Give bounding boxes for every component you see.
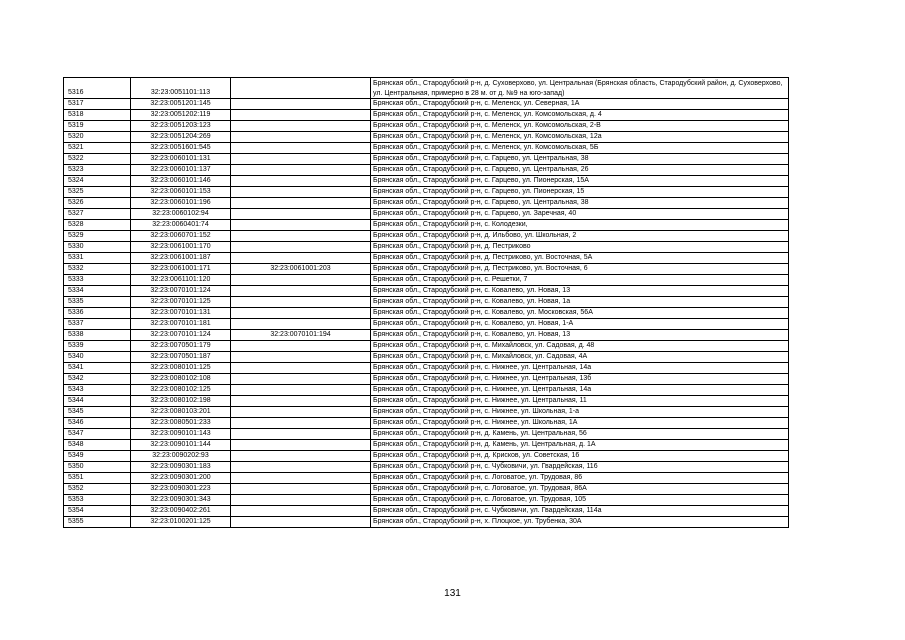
table-row bbox=[64, 198, 789, 209]
cadastral-number-cell: 32:23:0051202:119 bbox=[131, 110, 231, 121]
cadastral-number-cell: 32:23:0080501:233 bbox=[131, 418, 231, 429]
address-cell: Брянская обл., Стародубский р-н, с. Ковалево, ул. Новая, 13 bbox=[371, 286, 789, 297]
cadastral-number-cell: 32:23:0080102:198 bbox=[131, 396, 231, 407]
table-row bbox=[64, 242, 789, 253]
row-number-cell: 5337 bbox=[64, 319, 131, 330]
row-number-cell: 5325 bbox=[64, 187, 131, 198]
cadastral-number-cell: 32:23:0070101:125 bbox=[131, 297, 231, 308]
address-cell: Брянская обл., Стародубский р-н, с. Ковалево, ул. Новая, 1-А bbox=[371, 319, 789, 330]
cadastral-number-cell: 32:23:0090301:183 bbox=[131, 462, 231, 473]
cadastral-number-cell: 32:23:0080102:108 bbox=[131, 374, 231, 385]
table-row bbox=[64, 407, 789, 418]
address-cell: Брянская обл., Стародубский р-н, с. Меленск, ул. Комсомольская, 5Б bbox=[371, 143, 789, 154]
previous-number-cell bbox=[231, 517, 371, 528]
cadastral-number-cell: 32:23:0080102:125 bbox=[131, 385, 231, 396]
previous-number-cell bbox=[231, 242, 371, 253]
cadastral-number-cell: 32:23:0060102:94 bbox=[131, 209, 231, 220]
table-row bbox=[64, 110, 789, 121]
row-number-cell: 5352 bbox=[64, 484, 131, 495]
address-cell: Брянская обл., Стародубский р-н, с. Гарцево, ул. Пионерская, 15 bbox=[371, 187, 789, 198]
row-number-cell: 5338 bbox=[64, 330, 131, 341]
previous-number-cell bbox=[231, 429, 371, 440]
row-number-cell: 5330 bbox=[64, 242, 131, 253]
address-cell: Брянская обл., Стародубский р-н, с. Меленск, ул. Комсомольская, д. 4 bbox=[371, 110, 789, 121]
previous-number-cell bbox=[231, 462, 371, 473]
cadastral-number-cell: 32:23:0061001:187 bbox=[131, 253, 231, 264]
table-row bbox=[64, 429, 789, 440]
cadastral-number-cell: 32:23:0060101:131 bbox=[131, 154, 231, 165]
cadastral-number-cell: 32:23:0060101:196 bbox=[131, 198, 231, 209]
row-number-cell: 5328 bbox=[64, 220, 131, 231]
previous-number-cell bbox=[231, 341, 371, 352]
row-number-cell: 5344 bbox=[64, 396, 131, 407]
row-number-cell: 5321 bbox=[64, 143, 131, 154]
cadastral-number-cell: 32:23:0090101:143 bbox=[131, 429, 231, 440]
cadastral-number-cell: 32:23:0051601:545 bbox=[131, 143, 231, 154]
table-row bbox=[64, 363, 789, 374]
previous-number-cell bbox=[231, 253, 371, 264]
previous-number-cell bbox=[231, 396, 371, 407]
row-number-cell: 5343 bbox=[64, 385, 131, 396]
address-cell: Брянская обл., Стародубский р-н, с. Гарцево, ул. Пионерская, 15А bbox=[371, 176, 789, 187]
row-number-cell: 5355 bbox=[64, 517, 131, 528]
table-row bbox=[64, 495, 789, 506]
cadastral-number-cell: 32:23:0061001:171 bbox=[131, 264, 231, 275]
address-cell: Брянская обл., Стародубский р-н, с. Нижнее, ул. Школьная, 1А bbox=[371, 418, 789, 429]
previous-number-cell bbox=[231, 143, 371, 154]
cadastral-number-cell: 32:23:0060701:152 bbox=[131, 231, 231, 242]
table-row bbox=[64, 473, 789, 484]
address-cell: Брянская обл., Стародубский р-н, с. Гарцево, ул. Центральная, 26 bbox=[371, 165, 789, 176]
address-cell: Брянская обл., Стародубский р-н, с. Ковалево, ул. Московская, 56А bbox=[371, 308, 789, 319]
address-cell: Брянская обл., Стародубский р-н, с. Гарцево, ул. Заречная, 40 bbox=[371, 209, 789, 220]
previous-number-cell bbox=[231, 121, 371, 132]
table-row bbox=[64, 396, 789, 407]
address-cell: Брянская обл., Стародубский р-н, д. Крисков, ул. Советская, 16 bbox=[371, 451, 789, 462]
address-cell: Брянская обл., Стародубский р-н, с. Михайловск, ул. Садовая, 4А bbox=[371, 352, 789, 363]
cadastral-number-cell: 32:23:0070101:181 bbox=[131, 319, 231, 330]
table-row bbox=[64, 132, 789, 143]
cadastral-number-cell: 32:23:0080103:201 bbox=[131, 407, 231, 418]
previous-number-cell bbox=[231, 231, 371, 242]
cadastral-number-cell: 32:23:0060401:74 bbox=[131, 220, 231, 231]
table-row bbox=[64, 220, 789, 231]
table-row bbox=[64, 451, 789, 462]
previous-number-cell bbox=[231, 187, 371, 198]
previous-number-cell bbox=[231, 385, 371, 396]
address-cell: Брянская обл., Стародубский р-н, с. Чубковичи, ул. Гвардейская, 114а bbox=[371, 506, 789, 517]
table-row bbox=[64, 418, 789, 429]
address-cell: Брянская обл., Стародубский р-н, с. Логоватое, ул. Трудовая, 86 bbox=[371, 473, 789, 484]
address-cell: Брянская обл., Стародубский р-н, д. Суховерхово, ул. Центральная (Брянская область, Стародубский район, д. Суховерхово, ул. Центральная, примерно в 28 м. от д. №9 на юго-запад) bbox=[371, 78, 789, 99]
row-number-cell: 5340 bbox=[64, 352, 131, 363]
address-cell: Брянская обл., Стародубский р-н, д. Пестриково, ул. Восточная, 6 bbox=[371, 264, 789, 275]
cadastral-number-cell: 32:23:0070501:187 bbox=[131, 352, 231, 363]
cadastral-number-cell: 32:23:0070101:124 bbox=[131, 330, 231, 341]
address-cell: Брянская обл., Стародубский р-н, с. Нижнее, ул. Центральная, 13б bbox=[371, 374, 789, 385]
table-row bbox=[64, 231, 789, 242]
cadastral-number-cell: 32:23:0070101:124 bbox=[131, 286, 231, 297]
cadastral-number-cell: 32:23:0070101:131 bbox=[131, 308, 231, 319]
cadastral-number-cell: 32:23:0090301:343 bbox=[131, 495, 231, 506]
previous-number-cell bbox=[231, 198, 371, 209]
address-cell: Брянская обл., Стародубский р-н, д. Пестриково bbox=[371, 242, 789, 253]
address-cell: Брянская обл., Стародубский р-н, с. Меленск, ул. Комсомольская, 12а bbox=[371, 132, 789, 143]
row-number-cell: 5349 bbox=[64, 451, 131, 462]
row-number-cell: 5348 bbox=[64, 440, 131, 451]
previous-number-cell bbox=[231, 473, 371, 484]
row-number-cell: 5332 bbox=[64, 264, 131, 275]
row-number-cell: 5350 bbox=[64, 462, 131, 473]
address-cell: Брянская обл., Стародубский р-н, д. Ильбово, ул. Школьная, 2 bbox=[371, 231, 789, 242]
previous-number-cell bbox=[231, 209, 371, 220]
row-number-cell: 5345 bbox=[64, 407, 131, 418]
address-cell: Брянская обл., Стародубский р-н, с. Нижнее, ул. Центральная, 14а bbox=[371, 363, 789, 374]
previous-number-cell bbox=[231, 297, 371, 308]
row-number-cell: 5339 bbox=[64, 341, 131, 352]
previous-number-cell bbox=[231, 440, 371, 451]
address-cell: Брянская обл., Стародубский р-н, с. Логоватое, ул. Трудовая, 86А bbox=[371, 484, 789, 495]
row-number-cell: 5333 bbox=[64, 275, 131, 286]
previous-number-cell bbox=[231, 154, 371, 165]
cadastral-number-cell: 32:23:0070501:179 bbox=[131, 341, 231, 352]
address-cell: Брянская обл., Стародубский р-н, с. Нижнее, ул. Школьная, 1-а bbox=[371, 407, 789, 418]
address-cell: Брянская обл., Стародубский р-н, с. Нижнее, ул. Центральная, 14а bbox=[371, 385, 789, 396]
previous-number-cell bbox=[231, 451, 371, 462]
previous-number-cell bbox=[231, 418, 371, 429]
row-number-cell: 5327 bbox=[64, 209, 131, 220]
row-number-cell: 5354 bbox=[64, 506, 131, 517]
table-body bbox=[64, 78, 789, 528]
table-row bbox=[64, 297, 789, 308]
cadastral-number-cell: 32:23:0051203:123 bbox=[131, 121, 231, 132]
row-number-cell: 5334 bbox=[64, 286, 131, 297]
table-row bbox=[64, 209, 789, 220]
address-cell: Брянская обл., Стародубский р-н, с. Нижнее, ул. Центральная, 11 bbox=[371, 396, 789, 407]
address-cell: Брянская обл., Стародубский р-н, с. Михайловск, ул. Садовая, д. 48 bbox=[371, 341, 789, 352]
row-number-cell: 5342 bbox=[64, 374, 131, 385]
cadastral-number-cell: 32:23:0051204:269 bbox=[131, 132, 231, 143]
table-row bbox=[64, 462, 789, 473]
table-row bbox=[64, 517, 789, 528]
previous-number-cell bbox=[231, 165, 371, 176]
address-cell: Брянская обл., Стародубский р-н, с. Колодезки, bbox=[371, 220, 789, 231]
table-row bbox=[64, 275, 789, 286]
previous-number-cell bbox=[231, 495, 371, 506]
table-row bbox=[64, 187, 789, 198]
row-number-cell: 5319 bbox=[64, 121, 131, 132]
cadastral-number-cell: 32:23:0090101:144 bbox=[131, 440, 231, 451]
cadastral-number-cell: 32:23:0060101:137 bbox=[131, 165, 231, 176]
row-number-cell: 5318 bbox=[64, 110, 131, 121]
previous-number-cell bbox=[231, 484, 371, 495]
address-cell: Брянская обл., Стародубский р-н, с. Меленск, ул. Комсомольская, 2-В bbox=[371, 121, 789, 132]
previous-number-cell bbox=[231, 176, 371, 187]
address-cell: Брянская обл., Стародубский р-н, д. Камень, ул. Центральная, 56 bbox=[371, 429, 789, 440]
address-cell: Брянская обл., Стародубский р-н, с. Гарцево, ул. Центральная, 38 bbox=[371, 154, 789, 165]
previous-number-cell bbox=[231, 78, 371, 99]
table-row bbox=[64, 143, 789, 154]
cadastral-number-cell: 32:23:0090202:93 bbox=[131, 451, 231, 462]
previous-number-cell bbox=[231, 286, 371, 297]
table-row bbox=[64, 374, 789, 385]
address-cell: Брянская обл., Стародубский р-н, с. Решетки, 7 bbox=[371, 275, 789, 286]
table-row bbox=[64, 385, 789, 396]
row-number-cell: 5341 bbox=[64, 363, 131, 374]
previous-number-cell bbox=[231, 99, 371, 110]
previous-number-cell bbox=[231, 352, 371, 363]
row-number-cell: 5331 bbox=[64, 253, 131, 264]
address-cell: Брянская обл., Стародубский р-н, с. Чубковичи, ул. Гвардейская, 116 bbox=[371, 462, 789, 473]
address-cell: Брянская обл., Стародубский р-н, с. Меленск, ул. Северная, 1А bbox=[371, 99, 789, 110]
row-number-cell: 5322 bbox=[64, 154, 131, 165]
address-cell: Брянская обл., Стародубский р-н, с. Гарцево, ул. Центральная, 38 bbox=[371, 198, 789, 209]
address-cell: Брянская обл., Стародубский р-н, д. Камень, ул. Центральная, д. 1А bbox=[371, 440, 789, 451]
cadastral-number-cell: 32:23:0051101:113 bbox=[131, 78, 231, 99]
row-number-cell: 5347 bbox=[64, 429, 131, 440]
row-number-cell: 5346 bbox=[64, 418, 131, 429]
table-row bbox=[64, 440, 789, 451]
cadastral-number-cell: 32:23:0060101:146 bbox=[131, 176, 231, 187]
cadastral-number-cell: 32:23:0060101:153 bbox=[131, 187, 231, 198]
page-number: 131 bbox=[444, 588, 461, 599]
address-cell: Брянская обл., Стародубский р-н, с. Ковалево, ул. Новая, 1а bbox=[371, 297, 789, 308]
table-row bbox=[64, 176, 789, 187]
previous-number-cell bbox=[231, 407, 371, 418]
address-cell: Брянская обл., Стародубский р-н, д. Пестриково, ул. Восточная, 5А bbox=[371, 253, 789, 264]
table-row bbox=[64, 319, 789, 330]
row-number-cell: 5326 bbox=[64, 198, 131, 209]
cadastral-number-cell: 32:23:0051201:145 bbox=[131, 99, 231, 110]
row-number-cell: 5323 bbox=[64, 165, 131, 176]
table-row bbox=[64, 264, 789, 275]
table-row bbox=[64, 286, 789, 297]
table-row bbox=[64, 330, 789, 341]
table-row bbox=[64, 165, 789, 176]
table-row bbox=[64, 78, 789, 99]
row-number-cell: 5335 bbox=[64, 297, 131, 308]
table-row bbox=[64, 154, 789, 165]
row-number-cell: 5353 bbox=[64, 495, 131, 506]
previous-number-cell bbox=[231, 132, 371, 143]
cadastral-number-cell: 32:23:0080101:125 bbox=[131, 363, 231, 374]
address-cell: Брянская обл., Стародубский р-н, с. Логоватое, ул. Трудовая, 105 bbox=[371, 495, 789, 506]
property-table bbox=[63, 77, 789, 528]
cadastral-number-cell: 32:23:0061001:170 bbox=[131, 242, 231, 253]
address-cell: Брянская обл., Стародубский р-н, с. Ковалево, ул. Новая, 13 bbox=[371, 330, 789, 341]
previous-number-cell: 32:23:0061001:203 bbox=[231, 264, 371, 275]
row-number-cell: 5351 bbox=[64, 473, 131, 484]
row-number-cell: 5317 bbox=[64, 99, 131, 110]
cadastral-number-cell: 32:23:0100201:125 bbox=[131, 517, 231, 528]
table-row bbox=[64, 253, 789, 264]
row-number-cell: 5329 bbox=[64, 231, 131, 242]
cadastral-number-cell: 32:23:0090301:200 bbox=[131, 473, 231, 484]
cadastral-number-cell: 32:23:0090402:261 bbox=[131, 506, 231, 517]
previous-number-cell bbox=[231, 374, 371, 385]
table-row bbox=[64, 352, 789, 363]
cadastral-number-cell: 32:23:0061101:120 bbox=[131, 275, 231, 286]
previous-number-cell bbox=[231, 220, 371, 231]
table-row bbox=[64, 484, 789, 495]
previous-number-cell bbox=[231, 363, 371, 374]
row-number-cell: 5316 bbox=[64, 78, 131, 99]
address-cell: Брянская обл., Стародубский р-н, х. Плоцкое, ул. Трубенка, 30А bbox=[371, 517, 789, 528]
row-number-cell: 5324 bbox=[64, 176, 131, 187]
cadastral-number-cell: 32:23:0090301:223 bbox=[131, 484, 231, 495]
table-row bbox=[64, 308, 789, 319]
table-row bbox=[64, 121, 789, 132]
table-row bbox=[64, 99, 789, 110]
row-number-cell: 5320 bbox=[64, 132, 131, 143]
previous-number-cell bbox=[231, 308, 371, 319]
previous-number-cell bbox=[231, 319, 371, 330]
table-row bbox=[64, 341, 789, 352]
previous-number-cell bbox=[231, 506, 371, 517]
row-number-cell: 5336 bbox=[64, 308, 131, 319]
table-row bbox=[64, 506, 789, 517]
previous-number-cell bbox=[231, 275, 371, 286]
previous-number-cell: 32:23:0070101:194 bbox=[231, 330, 371, 341]
previous-number-cell bbox=[231, 110, 371, 121]
